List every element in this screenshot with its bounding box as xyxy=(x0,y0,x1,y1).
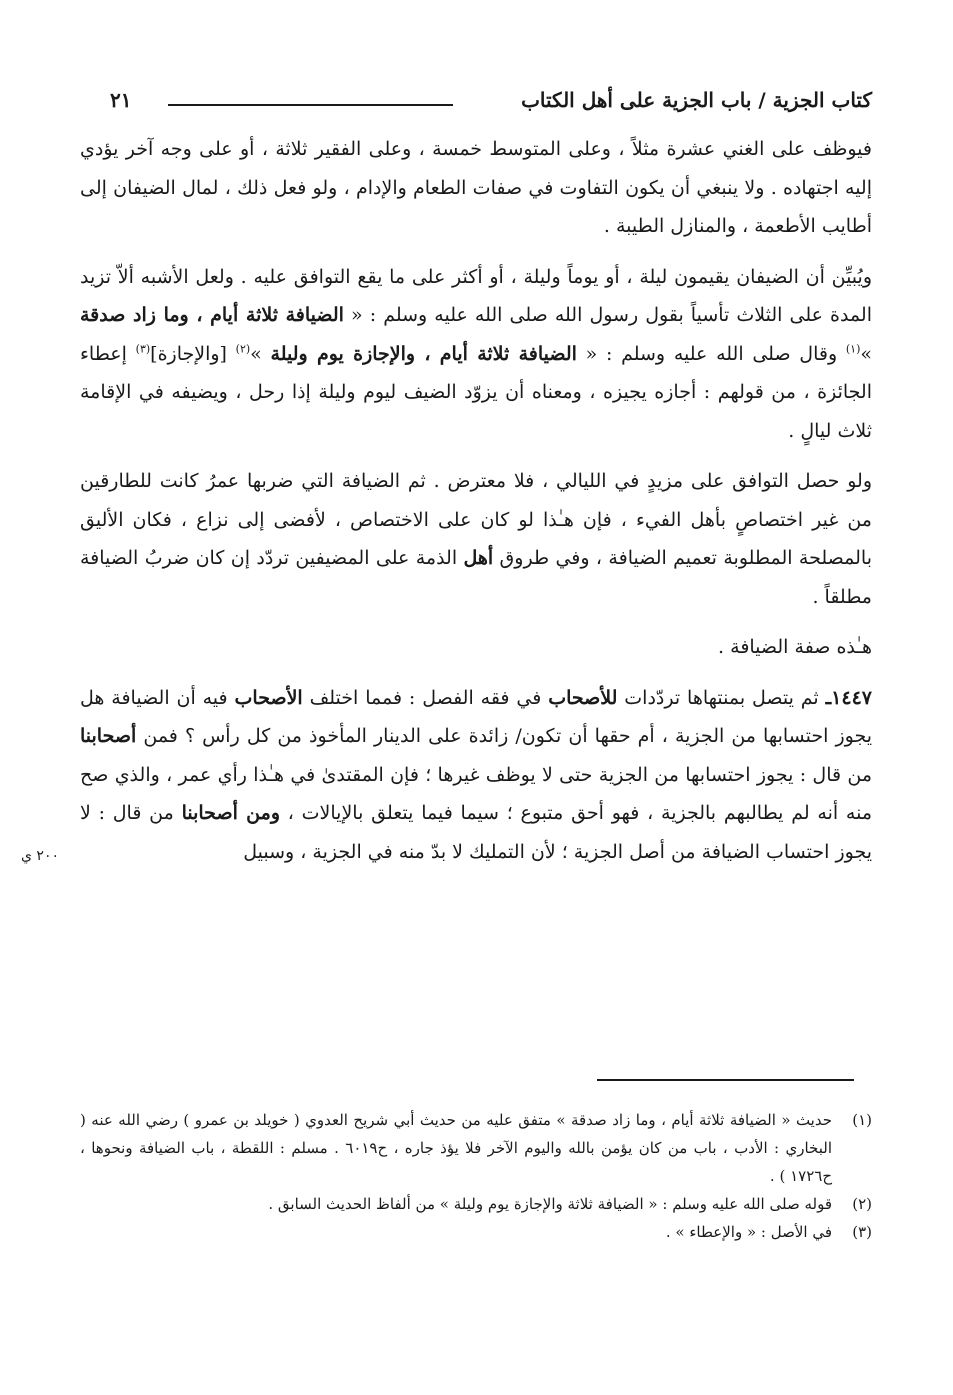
footnote-text: في الأصل : « والإعطاء » . xyxy=(665,1223,832,1241)
paragraph-2 xyxy=(80,258,872,451)
paragraph-1: فيوظف على الغني عشرة مثلاً ، وعلى المتوسط خمسة ، وعلى الفقير ثلاثة ، أو على وجه آخر يؤدي إليه اجتهاده . ولا ينبغي أن يكون التفاوت في صفات الطعام والإدام ، ولو فعل ذلك ، لمال الضيفان إلى أطايب الأطعمة ، والمنازل الطيبة . xyxy=(80,138,872,237)
footnote-number: (٣) xyxy=(852,1223,872,1241)
footnote-ref[interactable]: (٣) xyxy=(135,342,151,356)
hadith-quote: الضيافة ثلاثة أيام ، والإجازة يوم وليلة xyxy=(270,342,577,365)
footnote-separator xyxy=(597,1079,854,1081)
bold-term: الأصحاب xyxy=(234,686,303,709)
paragraph-3 xyxy=(80,462,872,616)
header-rule xyxy=(168,104,453,106)
footnote-2 xyxy=(80,1190,872,1218)
footnotes xyxy=(80,1106,872,1246)
text-run: من قال : يجوز احتسابها من الجزية حتى لا يوظف غيرها ؛ فإن المقتدىٰ في هـٰذا رأي عمر ، والذي صح منه أنه لم يطالبهم بالجزية ، فهو أحق متبوع ؛ سيما فيما يتعلق بالإيالات ، xyxy=(80,763,872,824)
text-run: وقال صلى الله عليه وسلم : « xyxy=(576,342,846,365)
text-run: الذمة على المضيفين تردّد إن كان ضربُ الضيافة مطلقاً . xyxy=(80,547,872,608)
text-run: ولو حصل التوافق على مزيدٍ في الليالي ، فلا معترض . ثم الضيافة التي ضربها عمرُ كانت للطارقين من غير اختصاصٍ بأهل الفيء ، فإن هـٰذا لو كان على الاختصاص ، لأفضى إلى نزاع ، فكان الأليق بالمصلحة المطلوبة تعميم الضيافة ، وفي طروق xyxy=(80,470,873,569)
page-number: ٢١ xyxy=(110,88,132,112)
section-number: ١٤٤٧ـ xyxy=(825,686,872,709)
bold-term: للأصحاب xyxy=(548,686,618,709)
text-run: [والإجازة] xyxy=(150,342,236,365)
paragraph-4: هـٰذه صفة الضيافة . xyxy=(718,636,872,658)
footnote-text: قوله صلى الله عليه وسلم : « الضيافة ثلاثة والإجازة يوم وليلة » من ألفاظ الحديث السابق . xyxy=(268,1195,832,1213)
running-header xyxy=(110,88,872,118)
bold-term: ومن أصحابنا xyxy=(181,802,281,824)
footnote-number: (١) xyxy=(852,1111,872,1129)
footnote-ref[interactable]: (٢) xyxy=(235,342,251,356)
running-title: كتاب الجزية / باب الجزية على أهل الكتاب xyxy=(521,88,872,112)
text-run: إعطاء الجائزة ، من قولهم : أجازه يجيزه ، ومعناه أن يزوّد الضيف ليوم وليلة إذا رحل ، ويضيفه في الإقامة ثلاث ليالٍ . xyxy=(80,342,872,442)
paragraph-5 xyxy=(80,679,872,872)
text-run: فيه أن الضيافة هل يجوز احتسابها من الجزية ، أم حقها أن تكون/ زائدة على الدينار المأخوذ من كل رأس ؟ فمن xyxy=(80,686,872,747)
text-run: من قال : لا يجوز احتساب الضيافة من أصل الجزية ؛ لأن التمليك لا بدّ منه في الجزية ، وسبيل xyxy=(80,802,872,863)
text-run: في فقه الفصل : فمما اختلف xyxy=(302,686,549,709)
text-run: » xyxy=(860,342,873,365)
footnote-text: حديث « الضيافة ثلاثة أيام ، وما زاد صدقة » متفق عليه من حديث أبي شريح العدوي ( خويلد بن عمرو ) رضي الله عنه ( البخاري : الأدب ، باب من كان يؤمن بالله واليوم الآخر فلا يؤذ جاره ، ح٦٠١٩ . مسلم : اللقطة ، باب الضيافة ونحوها ، ح١٧٢٦ ) . xyxy=(80,1111,833,1185)
hadith-quote: الضيافة ثلاثة أيام ، وما زاد صدقة xyxy=(80,304,344,326)
bold-term: أهل xyxy=(463,547,494,569)
text-run: ويُبيِّن أن الضيفان يقيمون ليلة ، أو يوماً وليلة ، أو أكثر على ما يقع التوافق عليه . ولعل الأشبه ألاّ تزيد المدة على الثلاث تأسياً بقول رسول الله صلى الله عليه وسلم : « xyxy=(80,265,872,326)
text-run: ثم يتصل بمنتهاها تردّدات xyxy=(617,686,826,709)
bold-term: أصحابنا xyxy=(80,725,137,747)
footnote-number: (٢) xyxy=(852,1195,872,1213)
manuscript-folio-note: ٢٠٠ ي xyxy=(21,848,59,864)
footnote-3 xyxy=(80,1218,872,1246)
main-text xyxy=(80,130,872,871)
footnote-1 xyxy=(80,1106,872,1190)
footnote-ref[interactable]: (١) xyxy=(845,342,861,356)
text-run: » xyxy=(250,342,271,365)
